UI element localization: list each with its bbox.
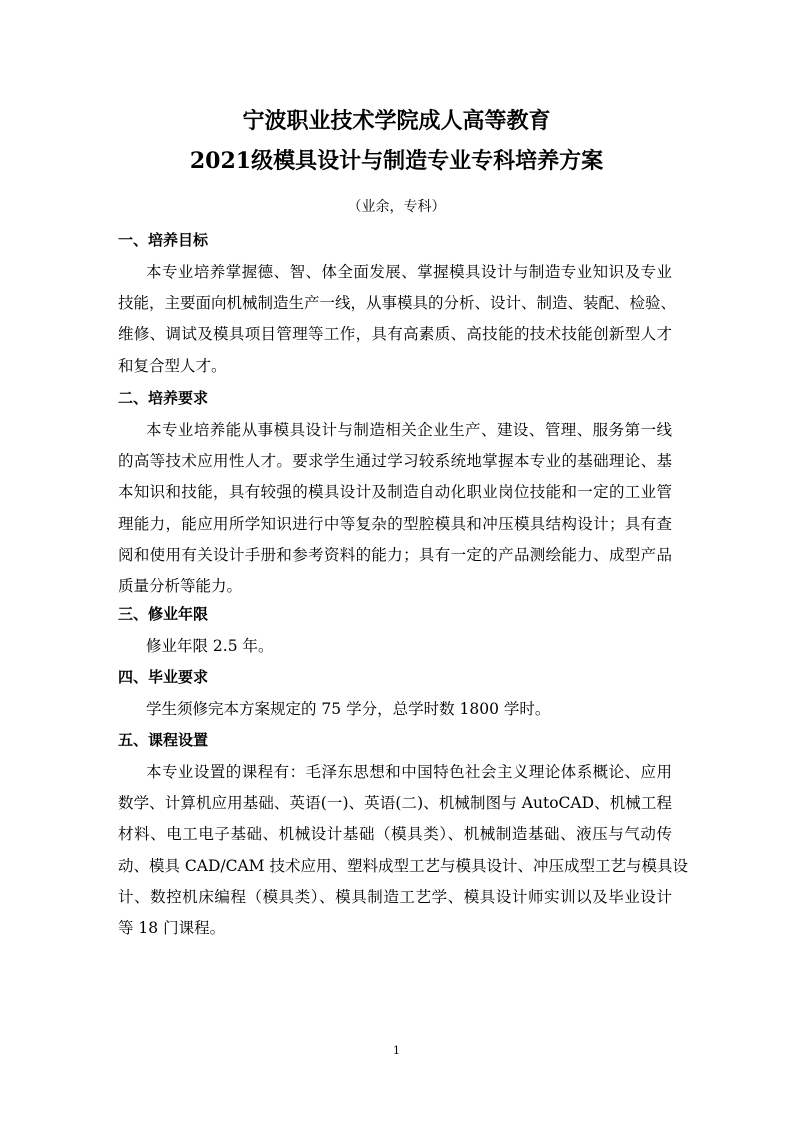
paragraph-line: 维修、调试及模具项目管理等工作，具有高素质、高技能的技术技能创新型人才 bbox=[118, 325, 672, 344]
paragraph-line: 数学、计算机应用基础、英语(一)、英语(二)、机械制图与 AutoCAD、机械工程 bbox=[118, 794, 672, 813]
section-heading: 一、培养目标 bbox=[118, 231, 209, 249]
section-heading: 三、修业年限 bbox=[118, 605, 209, 623]
paragraph-line: 计、数控机床编程（模具类）、模具制造工艺学、模具设计师实训以及毕业设计 bbox=[118, 887, 672, 906]
section-heading: 四、毕业要求 bbox=[118, 668, 209, 686]
paragraph-line: 本专业设置的课程有：毛泽东思想和中国特色社会主义理论体系概论、应用 bbox=[146, 763, 672, 781]
paragraph-line: 阅和使用有关设计手册和参考资料的能力；具有一定的产品测绘能力、成型产品 bbox=[118, 545, 672, 564]
paragraph-line: 理能力，能应用所学知识进行中等复杂的型腔模具和冲压模具结构设计；具有查 bbox=[118, 514, 672, 533]
paragraph-line: 本专业培养掌握德、智、体全面发展、掌握模具设计与制造专业知识及专业 bbox=[146, 263, 672, 281]
paragraph-line: 的高等技术应用性人才。要求学生通过学习较系统地掌握本专业的基础理论、基 bbox=[118, 452, 672, 471]
section-heading: 五、课程设置 bbox=[118, 731, 209, 749]
document-title-line1: 宁波职业技术学院成人高等教育 bbox=[242, 108, 551, 134]
paragraph-line: 等 18 门课程。 bbox=[118, 919, 226, 937]
paragraph-line: 修业年限 2.5 年。 bbox=[146, 637, 274, 655]
document-subtitle: （业余，专科） bbox=[347, 199, 446, 215]
paragraph-line: 质量分析等能力。 bbox=[118, 577, 243, 595]
paragraph-line: 技能，主要面向机械制造生产一线，从事模具的分析、设计、制造、装配、检验、 bbox=[118, 294, 677, 313]
paragraph-line: 本专业培养能从事模具设计与制造相关企业生产、建设、管理、服务第一线 bbox=[146, 421, 672, 439]
page-number: 1 bbox=[393, 1044, 400, 1057]
paragraph-line: 学生须修完本方案规定的 75 学分，总学时数 1800 学时。 bbox=[146, 700, 551, 718]
paragraph-line: 和复合型人才。 bbox=[118, 356, 227, 375]
section-heading: 二、培养要求 bbox=[118, 389, 209, 407]
paragraph-line: 动、模具 CAD/CAM 技术应用、塑料成型工艺与模具设计、冲压成型工艺与模具设 bbox=[118, 856, 688, 875]
paragraph-line: 本知识和技能，具有较强的模具设计及制造自动化职业岗位技能和一定的工业管 bbox=[118, 483, 672, 502]
document-title-line2: 2021级模具设计与制造专业专科培养方案 bbox=[189, 148, 604, 174]
paragraph-line: 材料、电工电子基础、机械设计基础（模具类）、机械制造基础、液压与气动传 bbox=[118, 825, 672, 844]
